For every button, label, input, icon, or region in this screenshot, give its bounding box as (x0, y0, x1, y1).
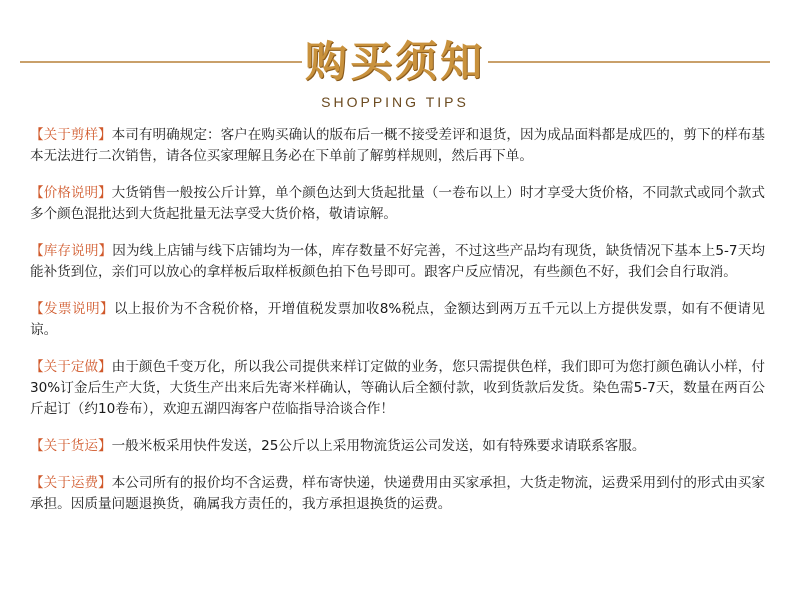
section-text: 大货销售一般按公斤计算，单个颜色达到大货起批量（一卷布以上）时才享受大货价格，不同款式或同个款式多个颜色混批达到大货起批量无法享受大货价格，敬请谅解。 (30, 185, 765, 222)
tips-content (30, 125, 765, 531)
section-label: 【关于剪样】 (30, 127, 112, 143)
section-label: 【发票说明】 (30, 301, 114, 317)
section-text: 本司有明确规定：客户在购买确认的版布后一概不接受差评和退货，因为成品面料都是成匹的，剪下的样布基本无法进行二次销售，请各位买家理解且务必在下单前了解剪样规则，然后再下单。 (30, 127, 765, 164)
header (0, 28, 790, 108)
section-cut-sample (30, 125, 765, 167)
page-title: 购买须知 (304, 37, 485, 86)
section-text: 本公司所有的报价均不含运费，样布寄快递，快递费用由买家承担，大货走物流，运费采用到付的形式由买家承担。因质量问题退换货，确属我方责任的，我方承担退换货的运费。 (30, 475, 765, 512)
section-label: 【关于运费】 (30, 475, 112, 491)
section-label: 【价格说明】 (30, 185, 112, 201)
section-price (30, 183, 765, 225)
section-stock (30, 241, 765, 283)
section-invoice (30, 299, 765, 341)
section-label: 【关于定做】 (30, 359, 112, 375)
section-text: 以上报价为不含税价格，开增值税发票加收8%税点，金额达到两万五千元以上方提供发票，如有不便请见谅。 (30, 301, 766, 338)
section-label: 【关于货运】 (30, 438, 112, 454)
section-text: 一般米板采用快件发送，25公斤以上采用物流货运公司发送，如有特殊要求请联系客服。 (111, 438, 646, 454)
section-text: 因为线上店铺与线下店铺均为一体，库存数量不好完善，不过这些产品均有现货，缺货情况下基本上5-7天均能补货到位，亲们可以放心的拿样板后取样板颜色拍下色号即可。跟客户反应情况，有些颜色不好，我们会自行取消。 (30, 243, 766, 280)
section-shipping (30, 436, 765, 457)
section-text: 由于颜色千变万化，所以我公司提供来样订定做的业务，您只需提供色样，我们即可为您打颜色确认小样，付30%订金后生产大货，大货生产出来后先寄米样确认，等确认后全额付款，收到货款后发货。染色需5-7天，数量在两百公斤起订（约10卷布），欢迎五湖四海客户莅临指导洽谈合作！ (30, 359, 765, 417)
section-custom-order (30, 357, 765, 420)
section-label: 【库存说明】 (30, 243, 113, 259)
page-subtitle: SHOPPING TIPS (321, 94, 469, 110)
section-freight (30, 473, 765, 515)
